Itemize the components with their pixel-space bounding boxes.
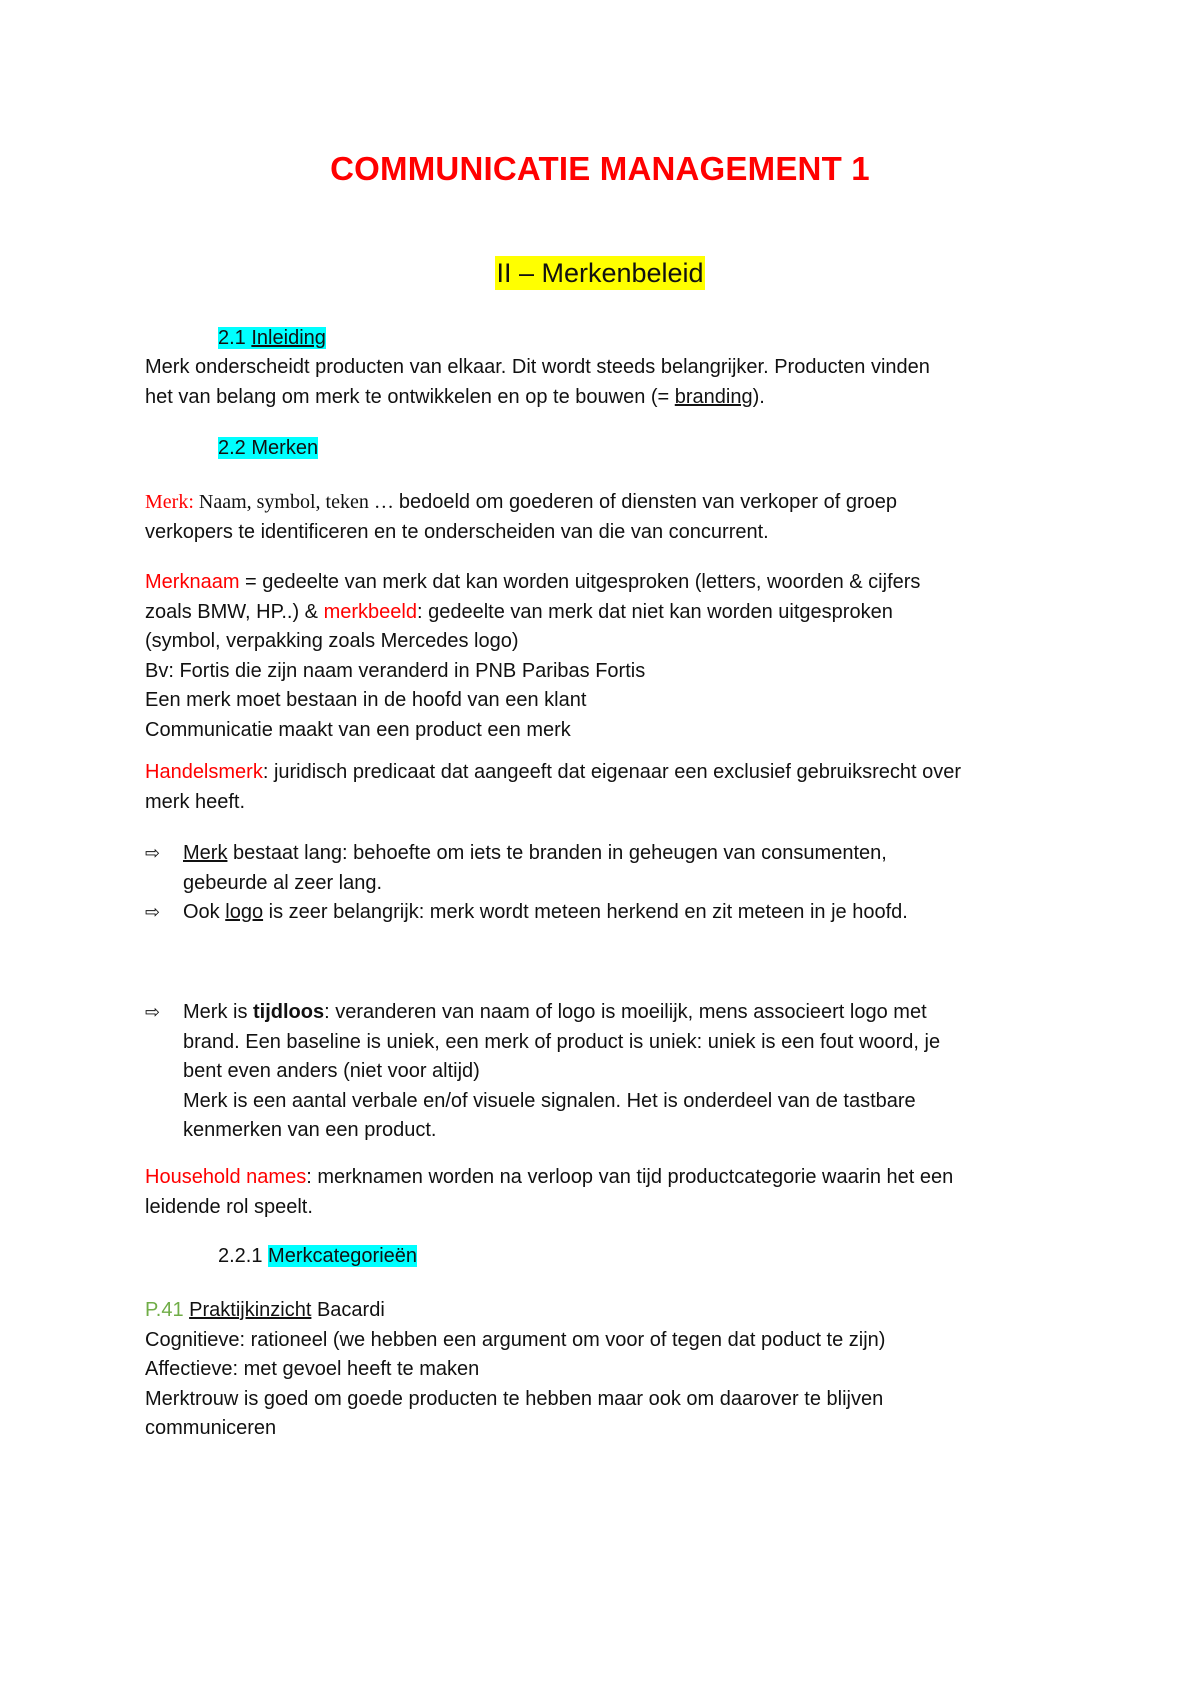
bullet-item: ⇨ Ook logo is zeer belangrijk: merk wordt meteen herkend en zit meteen in je hoofd.	[145, 898, 1065, 928]
bullet-list-2	[145, 998, 1065, 1146]
paragraph-merkcategorieen	[145, 1296, 1065, 1444]
text-line: Household names: merknamen worden na verloop van tijd productcategorie waarin het een	[145, 1166, 954, 1188]
term-merknaam: Merknaam	[145, 571, 240, 593]
underlined-term: Merk	[183, 842, 228, 864]
paragraph-handelsmerk	[145, 758, 1065, 817]
chapter-subtitle	[0, 258, 1200, 289]
paragraph-merk-definition	[145, 488, 1065, 547]
bullet-item: ⇨ Merk is tijdloos: veranderen van naam of logo is moeilijk, mens associeert logo met brand. Een baseline is uniek, een merk of product is uniek: uniek is een fout woord, je bent even anders (niet voor altijd) Merk is een aantal verbale en/of visuele signalen. Het is onderdeel van de tastbare kenmerken van een product.	[145, 998, 1065, 1146]
paragraph-household-names	[145, 1163, 1065, 1222]
section-label: Inleiding	[251, 327, 326, 349]
section-number: 2.1	[218, 327, 246, 349]
text-line: Merk onderscheidt producten van elkaar. Dit wordt steeds belangrijker. Producten vinden	[145, 356, 930, 378]
text-line: leidende rol speelt.	[145, 1195, 313, 1218]
text-line: Handelsmerk: juridisch predicaat dat aangeeft dat eigenaar een exclusief gebruiksrecht over	[145, 761, 962, 783]
term-household-names: Household names	[145, 1166, 307, 1188]
arrow-right-icon: ⇨	[145, 902, 161, 923]
term-handelsmerk: Handelsmerk	[145, 761, 263, 783]
text-line: verkopers te identificeren en te onderscheiden van die van concurrent.	[145, 520, 769, 543]
section-number: 2.2	[218, 437, 246, 459]
section-label: Merkcategorieën	[268, 1245, 418, 1267]
text-line: Merk: Naam, symbol, teken … bedoeld om goederen of diensten van verkoper of groep	[145, 491, 897, 513]
paragraph-merknaam	[145, 568, 1065, 745]
text-line: Communicatie maakt van een product een merk	[145, 718, 571, 741]
bullet-item: ⇨ Merk bestaat lang: behoefte om iets te branden in geheugen van consumenten, gebeurde al zeer lang.	[145, 839, 1065, 898]
section-heading-2-2-1	[218, 1242, 417, 1271]
text-line: het van belang om merk te ontwikkelen en op te bouwen (= branding).	[145, 385, 765, 408]
text-line: Een merk moet bestaan in de hoofd van een klant	[145, 689, 587, 711]
underlined-term: logo	[225, 901, 264, 923]
text-line: Cognitieve: rationeel (we hebben een argument om voor of tegen dat poduct te zijn)	[145, 1328, 886, 1351]
text-line: Merknaam = gedeelte van merk dat kan worden uitgesproken (letters, woorden & cijfers	[145, 571, 921, 593]
text-line: P.41 Praktijkinzicht Bacardi	[145, 1299, 385, 1321]
text-line: (symbol, verpakking zoals Mercedes logo)	[145, 630, 519, 652]
text-line: zoals BMW, HP..) & merkbeeld: gedeelte van merk dat niet kan worden uitgesproken	[145, 600, 893, 623]
branding-term: branding	[674, 385, 753, 408]
arrow-right-icon: ⇨	[145, 1002, 161, 1023]
text-line: merk heeft.	[145, 790, 246, 813]
bold-term: tijdloos	[253, 1001, 325, 1023]
section-heading-2-2	[218, 434, 318, 463]
section-label: Merken	[251, 437, 319, 459]
chapter-subtitle-highlight: II – Merkenbeleid	[496, 258, 704, 288]
section-heading-2-1	[218, 324, 326, 353]
page-reference: P.41	[145, 1299, 184, 1321]
text-line: Affectieve: met gevoel heeft te maken	[145, 1358, 480, 1380]
section-number: 2.2.1	[218, 1245, 269, 1267]
praktijkinzicht-term: Praktijkinzicht	[189, 1299, 312, 1321]
paragraph-inleiding	[145, 353, 1065, 412]
term-merk: Merk:	[145, 491, 199, 513]
text-line: communiceren	[145, 1417, 277, 1439]
term-merkbeeld: merkbeeld	[323, 600, 417, 623]
text-line: Bv: Fortis die zijn naam veranderd in PNB Paribas Fortis	[145, 659, 646, 682]
text-line: Merktrouw is goed om goede producten te hebben maar ook om daarover te blijven	[145, 1387, 884, 1410]
bullet-list-1	[145, 839, 1065, 928]
arrow-right-icon: ⇨	[145, 843, 161, 864]
page-title: COMMUNICATIE MANAGEMENT 1	[330, 150, 870, 187]
